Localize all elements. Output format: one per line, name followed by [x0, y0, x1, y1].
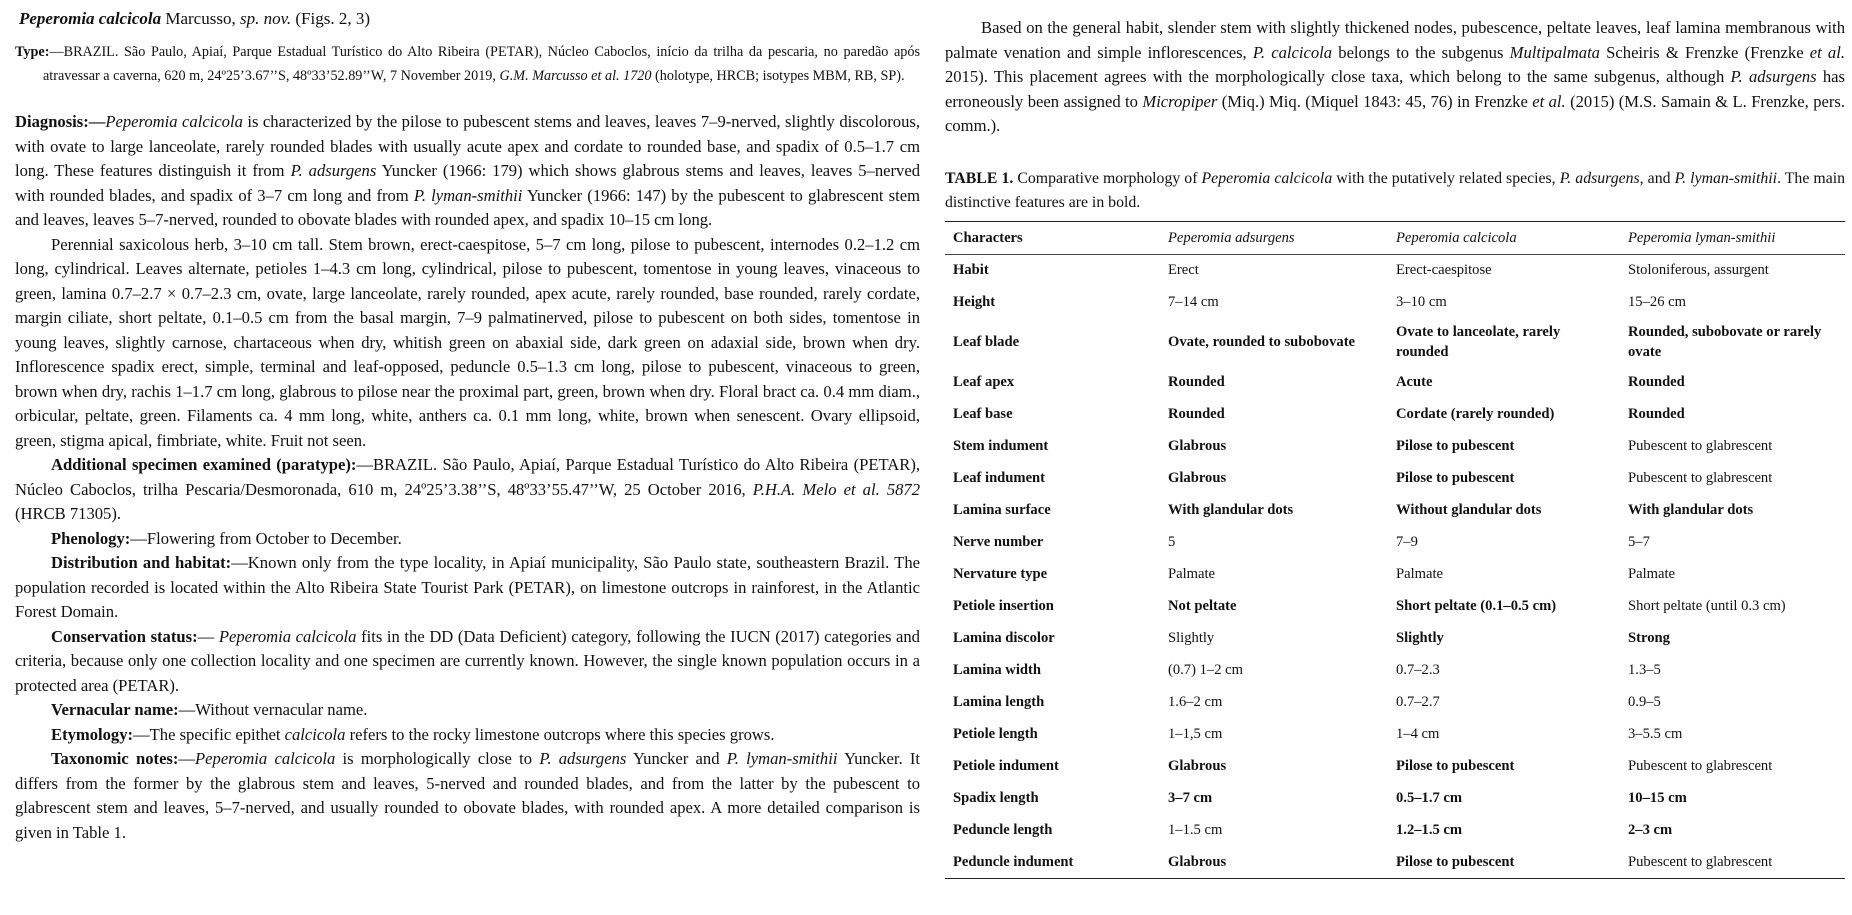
cell-lyman-smithii: Rounded: [1628, 374, 1685, 390]
cell-character: Nervature type: [953, 566, 1048, 582]
vernacular-paragraph: [15, 698, 920, 723]
cell-calcicola: Pilose to pubescent: [1396, 438, 1515, 454]
sp-nov: sp. nov.: [239, 9, 292, 28]
header-lyman-smithii: Peperomia lyman-smithii: [1628, 229, 1776, 246]
cell-character: Leaf apex: [953, 374, 1015, 390]
figs-ref: (Figs. 2, 3): [291, 9, 370, 28]
species-italic: P. lyman-smithii: [726, 749, 838, 768]
cell-character: Peduncle indument: [953, 853, 1074, 870]
table-row: [945, 494, 1845, 526]
subgenus-italic: Multipalmata: [1509, 42, 1600, 62]
table-row: [945, 782, 1845, 814]
type-collector: G.M. Marcusso et al. 1720: [499, 68, 652, 84]
vernacular-label: Vernacular name:: [51, 700, 179, 719]
species-italic: P. lyman-smithii: [1674, 169, 1778, 187]
table-header-row: [945, 221, 1845, 254]
diagnosis-text: Yuncker (1966: 147) by the pubescent to glabrescent stem and leaves, leaves 5–7-nerved, rounded to obovate blades with rounded apex, and spadix 10–15 cm long.: [15, 185, 920, 229]
taxonomic-label: Taxonomic notes:: [51, 749, 179, 768]
taxonomic-text: Yuncker. It differs from the former by the glabrous stem and leaves, 5-nerved and rounded blades, and from the latter by the pubescent to glabrescent stem and leaves, 5–7-nerved, and usually rounded to obovate blades, with rounded apex. A more detailed comparison is given in Table 1.: [15, 749, 920, 842]
cell-adsurgens: Glabrous: [1168, 758, 1227, 774]
table-row: [945, 718, 1845, 750]
etymology-text: refers to the rocky limestone outcrops where this species grows.: [345, 724, 775, 744]
table-label: TABLE 1.: [945, 169, 1014, 187]
cell-calcicola: Pilose to pubescent: [1396, 853, 1515, 870]
caption-text: , and: [1639, 169, 1675, 187]
conservation-text: fits in the DD (Data Deficient) category: [356, 626, 628, 646]
taxonomic-text: is morphologically close to: [335, 749, 540, 768]
intro-text: 2015). This placement agrees with the morphologically close taxa, which belong to the same subgenus, although: [945, 67, 1731, 86]
caption-text: Comparative morphology of: [1013, 169, 1202, 187]
cell-adsurgens: 1.6–2 cm: [1168, 694, 1223, 710]
body-text: [15, 110, 920, 845]
cell-calcicola: Slightly: [1396, 630, 1444, 646]
author: Marcusso,: [161, 9, 240, 28]
cell-lyman-smithii: 2–3 cm: [1628, 822, 1673, 838]
subgenus-italic: Micropiper: [1142, 91, 1218, 111]
cell-calcicola: 0.7–2.3: [1396, 662, 1440, 678]
table-row: [945, 590, 1845, 622]
left-column: [15, 0, 920, 845]
cell-character: Lamina surface: [953, 502, 1051, 518]
description-paragraph: Perennial saxicolous herb, 3–10 cm tall. Stem brown, erect-caespitose, 5–7 cm long, pilose to pubescent, internodes 0.2–1.2 cm long, cylindrical. Leaves alternate, petioles 1–4.3 cm long, cylindrical, pilose to pubescent, tomentose in young leaves, vinaceous to green, lamina 0.7–2.7 × 0.7–2.3 cm, ovate, large lanceolate, rarely rounded, apex acute, rarely rounded, base rounded, rarely cordate, margin ciliate, short peltate, 0.1–0.5 cm from the basal margin, 7–9 palmatinerved, pilose to pubescent on both sides, tomentose in young leaves, slightly carnose, chartaceous when dry, whitish green on abaxial side, dark green on adaxial side, brown when dry. Inflorescence spadix erect, simple, terminal and leaf-opposed, peduncle 0.5–1.3 cm long, pilose to pubescent, vinaceous to green, brown when dry, rachis 1–1.7 cm long, glabrous to pilose near the proximal part, green, brown when dry. Floral bract ca. 0.4 mm diam., orbicular, peltate, green. Filaments ca. 4 mm long, white, anthers ca. 0.1 mm long, white, brown when senescent. Ovary ellipsoid, green, stigma apical, fimbriate, white. Fruit not seen.: [15, 234, 920, 450]
cell-adsurgens: Erect: [1168, 262, 1199, 279]
cell-calcicola: Ovate to lanceolate, rarely rounded: [1396, 324, 1561, 360]
et-al-italic: et al.: [1532, 91, 1566, 111]
species-italic: P. adsurgens: [1730, 67, 1817, 86]
cell-lyman-smithii: 3–5.5 cm: [1628, 726, 1683, 742]
cell-lyman-smithii: 0.9–5: [1628, 694, 1661, 710]
cell-lyman-smithii: Strong: [1628, 630, 1670, 646]
diagnosis-text: Yuncker (1966: 179) which shows glabrous stems and leaves, leaves 5–nerved with rounded blades, and spadix of 3–7 cm long and from: [15, 161, 920, 205]
cell-adsurgens: Ovate, rounded to subobovate: [1168, 334, 1356, 350]
caption-text: . The main distinctive features are in bold.: [945, 169, 1845, 211]
cell-character: Petiole insertion: [953, 598, 1054, 614]
cell-adsurgens: Glabrous: [1168, 438, 1227, 454]
cell-calcicola: Pilose to pubescent: [1396, 758, 1515, 774]
table-row: [945, 558, 1845, 590]
cell-lyman-smithii: Pubescent to glabrescent: [1628, 758, 1773, 774]
type-paragraph: [15, 40, 920, 88]
taxonomic-text: Yuncker and: [626, 749, 727, 768]
intro-text: (2015) (M.S. Samain & L. Frenzke, pers. comm.).: [945, 91, 1845, 135]
cell-character: Leaf base: [953, 406, 1013, 422]
subgenus-paragraph: [945, 16, 1845, 139]
table-caption: [945, 167, 1845, 215]
vernacular-text: —Without vernacular name.: [178, 700, 368, 719]
cell-lyman-smithii: Palmate: [1628, 566, 1676, 582]
cell-adsurgens: 5: [1168, 534, 1176, 550]
cell-lyman-smithii: Pubescent to glabrescent: [1628, 470, 1773, 486]
table-row: [945, 686, 1845, 718]
cell-calcicola: 1–4 cm: [1396, 726, 1440, 742]
taxonomic-notes-paragraph: [15, 747, 920, 845]
cell-character: Leaf blade: [953, 334, 1020, 350]
table-row: [945, 526, 1845, 558]
paratype-text-end: (HRCB 71305).: [15, 504, 122, 523]
species-heading: [19, 8, 920, 30]
cell-adsurgens: Glabrous: [1168, 853, 1227, 870]
cell-character: Lamina discolor: [953, 630, 1055, 646]
header-characters: Characters: [953, 229, 1023, 246]
cell-calcicola: 1.2–1.5 cm: [1396, 822, 1463, 838]
distribution-paragraph: [15, 551, 920, 625]
distribution-text: —Known only from the type locality, in Apiaí municipality, São Paulo state, southeastern Brazil. The population recorded is located within the Alto Ribeira State Tourist Park (PETAR), on limestone outcrops in rainforest, in the Atlantic Forest Domain.: [15, 553, 920, 621]
cell-adsurgens: Palmate: [1168, 566, 1216, 582]
cell-calcicola: Without glandular dots: [1396, 502, 1542, 518]
type-text-end: (holotype, HRCB; isotypes MBM, RB, SP).: [651, 68, 905, 84]
type-label: Type:: [15, 44, 50, 60]
cell-adsurgens: Not peltate: [1168, 598, 1237, 614]
caption-text: with the putatively related species,: [1332, 169, 1560, 187]
cell-lyman-smithii: Stoloniferous, assurgent: [1628, 262, 1769, 279]
species-italic: Peperomia calcicola: [218, 626, 357, 646]
cell-adsurgens: Rounded: [1168, 406, 1225, 422]
epithet-italic: calcicola: [284, 724, 346, 744]
intro-text: (Miq.) Miq. (Miquel 1843: 45, 76) in Frenzke: [1217, 91, 1533, 111]
header-calcicola: Peperomia calcicola: [1396, 229, 1517, 246]
intro-text: Based on the general habit, slender stem with slightly thickened nodes, pubescence, peltate leaves, leaf lamina membranous with palmate venation and simple inflorescences,: [945, 18, 1845, 62]
cell-calcicola: 0.7–2.7: [1396, 694, 1440, 710]
species-italic: Peperomia calcicola: [105, 112, 243, 131]
comparison-table: [945, 221, 1845, 879]
cell-lyman-smithii: Rounded, subobovate or rarely ovate: [1628, 324, 1822, 360]
cell-character: Nerve number: [953, 534, 1044, 550]
cell-lyman-smithii: 1.3–5: [1628, 662, 1661, 678]
table-row: [945, 750, 1845, 782]
conservation-dash: —: [197, 626, 219, 646]
conservation-text: , following the IUCN (2017) categories and criteria, because only one collection locality and one specimen are currently known. However, the single known population occurs in a protected area (PETAR).: [15, 626, 920, 695]
table-row: [945, 430, 1845, 462]
diagnosis-paragraph: [15, 110, 920, 233]
cell-calcicola: Pilose to pubescent: [1396, 470, 1515, 486]
cell-character: Leaf indument: [953, 470, 1046, 486]
cell-adsurgens: With glandular dots: [1168, 502, 1294, 518]
intro-text: belongs to the subgenus: [1332, 42, 1510, 62]
table-row: [945, 814, 1845, 846]
species-italic: Peperomia calcicola: [1201, 169, 1333, 187]
taxonomic-dash: —: [178, 749, 196, 768]
cell-character: Lamina length: [953, 694, 1045, 710]
cell-calcicola: Acute: [1396, 374, 1433, 390]
header-adsurgens: Peperomia adsurgens: [1168, 229, 1295, 246]
species-italic: Peperomia calcicola: [195, 749, 336, 768]
diagnosis-text: is characterized by the pilose to pubescent stems and leaves, leaves 7–9-nerved, slightly discolorous, with ovate to large lanceolate, rarely rounded blades with usually acute apex and cordate to rounded base, and spadix of 0.5–1.7 cm long. These features distinguish it from: [15, 112, 920, 180]
table-row: [945, 846, 1845, 878]
table-row: [945, 622, 1845, 654]
cell-character: Petiole indument: [953, 758, 1059, 774]
etymology-text: —The specific epithet: [133, 724, 285, 744]
cell-adsurgens: (0.7) 1–2 cm: [1168, 662, 1243, 678]
cell-character: Petiole length: [953, 726, 1038, 742]
cell-lyman-smithii: Rounded: [1628, 406, 1685, 422]
phenology-label: Phenology:: [51, 528, 131, 548]
distribution-label: Distribution and habitat:: [51, 553, 232, 572]
cell-calcicola: Cordate (rarely rounded): [1396, 406, 1555, 422]
type-text: —BRAZIL. São Paulo, Apiaí, Parque Estadual Turístico do Alto Ribeira (PETAR), Núcleo Caboclos, início da trilha da pescaria, no paredão após atravessar a caverna, 620 m, 24º25’3.67’’S, 48º33’52.89’’W, 7 November 2019,: [43, 44, 920, 84]
cell-lyman-smithii: Short peltate (until 0.3 cm): [1628, 598, 1786, 614]
table-row: [945, 254, 1845, 286]
paratype-text: —BRAZIL. São Paulo, Apiaí, Parque Estadual Turístico do Alto Ribeira (PETAR), Núcleo Caboclos, trilha Pescaria/Desmoronada, 610 m, 24º25’3.38’’S, 48º33’55.47’’W, 25 October 2016,: [15, 455, 921, 499]
table-row: [945, 398, 1845, 430]
intro-text: has erroneously been assigned to: [945, 67, 1845, 111]
right-column: [945, 0, 1845, 879]
cell-calcicola: 7–9: [1396, 534, 1418, 550]
cell-character: Spadix length: [953, 790, 1039, 806]
cell-character: Habit: [953, 262, 989, 279]
cell-lyman-smithii: Pubescent to glabrescent: [1628, 853, 1773, 870]
species-italic: P. adsurgens: [539, 749, 627, 768]
cell-character: Height: [953, 294, 996, 310]
table-row: [945, 318, 1845, 366]
table-row: [945, 654, 1845, 686]
species-italic: P. adsurgens: [290, 161, 377, 180]
table-row: [945, 286, 1845, 318]
species-italic: P. lyman-smithii: [413, 185, 523, 205]
species-italic: P. adsurgens: [1559, 169, 1640, 187]
cell-adsurgens: Rounded: [1168, 374, 1225, 390]
etymology-paragraph: [15, 723, 920, 748]
intro-text: Scheiris & Frenzke (Frenzke: [1599, 42, 1810, 62]
cell-lyman-smithii: 10–15 cm: [1628, 790, 1687, 806]
cell-adsurgens: 1–1.5 cm: [1168, 822, 1223, 838]
cell-lyman-smithii: 15–26 cm: [1628, 294, 1686, 310]
table-row: [945, 366, 1845, 398]
cell-adsurgens: 1–1,5 cm: [1168, 726, 1223, 742]
conservation-label: Conservation status:: [51, 626, 198, 646]
cell-adsurgens: Slightly: [1168, 630, 1215, 646]
cell-adsurgens: 3–7 cm: [1168, 790, 1213, 806]
etymology-label: Etymology:: [51, 724, 134, 744]
cell-adsurgens: Glabrous: [1168, 470, 1227, 486]
cell-calcicola: Erect-caespitose: [1396, 262, 1492, 279]
cell-lyman-smithii: With glandular dots: [1628, 502, 1754, 518]
cell-lyman-smithii: 5–7: [1628, 534, 1650, 550]
cell-adsurgens: 7–14 cm: [1168, 294, 1219, 310]
paratype-collector: P.H.A. Melo et al. 5872: [752, 479, 921, 499]
paratype-label: Additional specimen examined (paratype):: [51, 455, 357, 474]
cell-calcicola: Palmate: [1396, 566, 1444, 582]
conservation-paragraph: [15, 625, 920, 699]
diagnosis-label: Diagnosis:—: [15, 112, 106, 131]
et-al-italic: et al.: [1809, 42, 1845, 62]
cell-calcicola: Short peltate (0.1–0.5 cm): [1396, 598, 1557, 614]
cell-lyman-smithii: Pubescent to glabrescent: [1628, 438, 1773, 454]
cell-calcicola: 3–10 cm: [1396, 294, 1447, 310]
phenology-paragraph: [15, 527, 920, 552]
cell-character: Lamina width: [953, 662, 1041, 678]
cell-character: Peduncle length: [953, 822, 1053, 838]
phenology-text: —Flowering from October to December.: [130, 528, 402, 548]
species-name: Peperomia calcicola: [19, 9, 162, 28]
paratype-paragraph: [15, 453, 920, 527]
species-italic: P. calcicola: [1252, 42, 1333, 62]
cell-character: Stem indument: [953, 438, 1049, 454]
table-row: [945, 462, 1845, 494]
cell-calcicola: 0.5–1.7 cm: [1396, 790, 1463, 806]
